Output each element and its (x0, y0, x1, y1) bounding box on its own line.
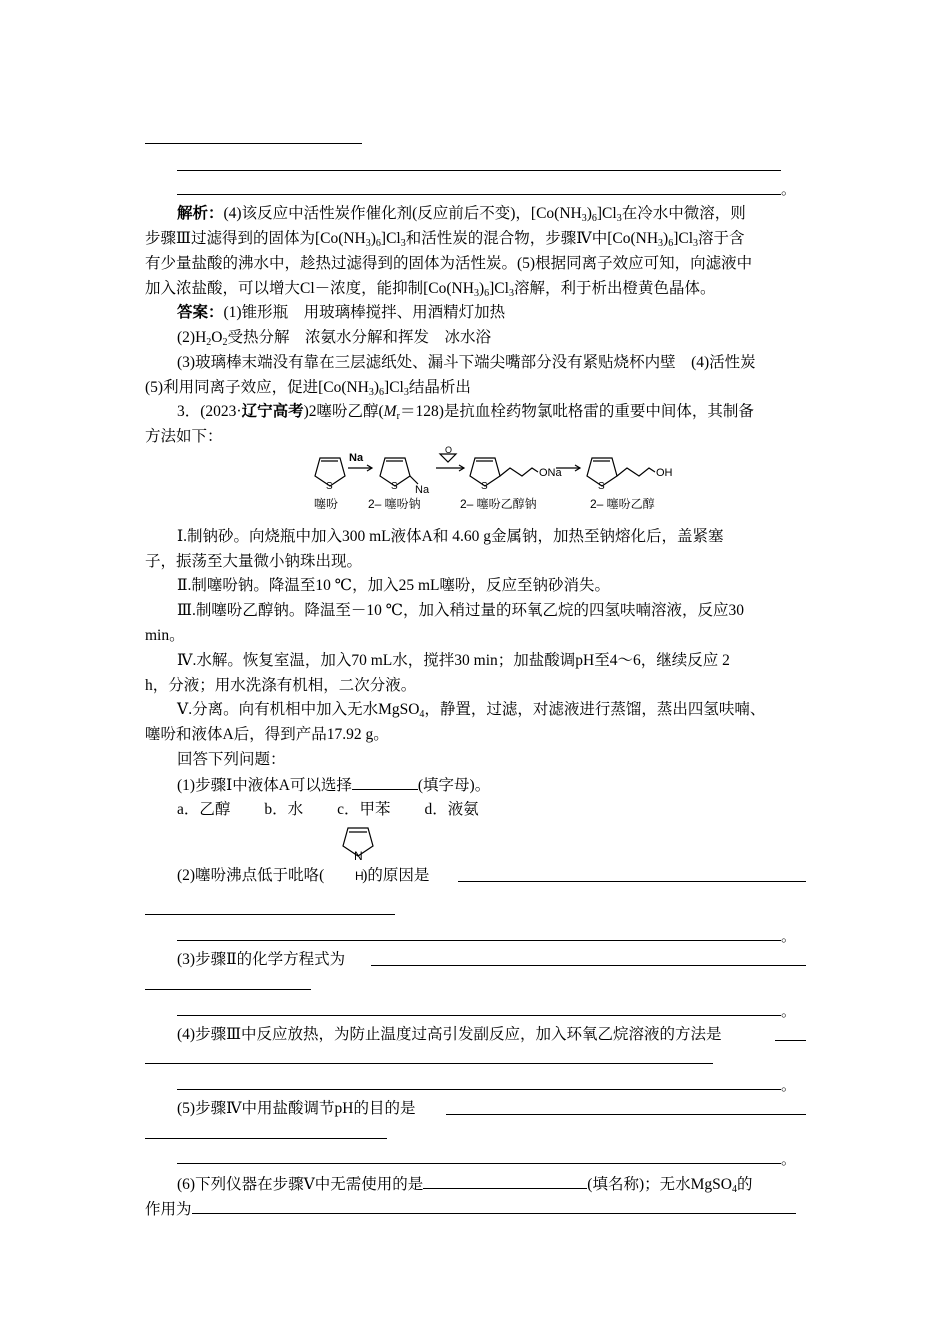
step-5b: 噻吩和液体A后，得到产品17.92 g。 (145, 726, 389, 743)
answer-line-1: 答案：(1)锥形瓶 用玻璃棒搅拌、用酒精灯加热 (177, 304, 506, 321)
svg-text:S: S (481, 481, 488, 492)
answer-line[interactable] (371, 965, 806, 966)
answer-line-2: $(2)H_2O_2$受热分解 浓氨水分解和挥发 冰水浴 (177, 329, 491, 348)
svg-text:Na: Na (415, 484, 430, 496)
q3-intro-2: 方法如下： (145, 428, 223, 445)
compound-name: 2– 噻吩钠 (368, 497, 421, 511)
step-1a: Ⅰ.制钠砂。向烧瓶中加入300 mL液体A和 4.60 g金属钠，加热至钠熔化后，盖紧塞 (177, 528, 724, 545)
question-2: (2)噻吩沸点低于吡咯( )的原因是 (177, 867, 430, 884)
answer-line[interactable] (177, 1163, 781, 1164)
source-tag: 辽宁高考 (241, 403, 304, 420)
answer-blank[interactable] (192, 1199, 796, 1214)
question-6: (6)下列仪器在步骤Ⅴ中无需使用的是 (填名称)；无水MgSO$_4$的 (177, 1176, 753, 1195)
answer-line[interactable] (145, 1138, 387, 1139)
period: 。 (781, 1152, 797, 1168)
svg-text:S: S (598, 481, 605, 492)
step-3a: Ⅲ.制噻吩乙醇钠。降温至－10 ℃，加入稍过量的环氧乙烷的四氢呋喃溶液，反应30 (177, 602, 745, 619)
answer-blank[interactable] (352, 775, 418, 790)
answer-line (177, 194, 781, 195)
answer-line[interactable] (177, 1089, 781, 1090)
answer-prompt: 回答下列问题： (177, 751, 286, 768)
svg-text:S: S (326, 481, 333, 492)
question-6-cont: 作用为 (145, 1199, 796, 1219)
question-5: (5)步骤Ⅳ中用盐酸调节pH的目的是 (177, 1100, 416, 1117)
compound-name: 2– 噻吩乙醇钠 (460, 497, 537, 511)
answer-line (177, 170, 781, 171)
svg-text:OH: OH (656, 467, 673, 479)
svg-text:O: O (445, 446, 453, 455)
option-d: d．液氨 (424, 801, 479, 818)
answer-line[interactable] (177, 1015, 781, 1016)
question-4: (4)步骤Ⅲ中反应放热，为防止温度过高引发副反应，加入环氧乙烷溶液的方法是 (177, 1026, 722, 1043)
svg-text:Na: Na (349, 452, 364, 464)
analysis-line-2: 步骤Ⅲ过滤得到的固体为$[Co(NH_3)_6]Cl_3$和活性炭的混合物，步骤Ⅳ中$[Co(NH_3)_6]Cl_3$溶于含 (145, 230, 745, 249)
period: 。 (781, 182, 797, 198)
option-c: c．甲苯 (337, 801, 391, 818)
epoxide-structure (440, 454, 456, 462)
option-a: a．乙醇 (177, 801, 231, 818)
answer-line (145, 143, 362, 144)
thiophene-sodium-structure (380, 458, 418, 486)
options-row (177, 800, 513, 820)
step-4a: Ⅳ.水解。恢复室温，加入70 mL水，搅拌30 min；加盐酸调pH至4～6，继续反应 2 (177, 652, 730, 669)
option-b: b．水 (264, 801, 304, 818)
svg-text:H: H (355, 869, 364, 883)
compound-name: 噻吩 (314, 497, 339, 511)
analysis-label: 解析： (177, 205, 224, 222)
answer-line-5: (5)利用同离子效应，促进$[Co(NH_3)_6]Cl_3$结晶析出 (145, 379, 471, 398)
answer-line[interactable] (458, 881, 806, 882)
answer-blank[interactable] (423, 1174, 587, 1189)
answer-line-3: (3)玻璃棒末端没有靠在三层滤纸处、漏斗下端尖嘴部分没有紧贴烧杯内壁 (4)活性炭 (177, 354, 756, 371)
answer-line[interactable] (446, 1114, 806, 1115)
period: 。 (781, 929, 797, 945)
reaction-scheme (300, 446, 700, 514)
period: 。 (781, 1078, 797, 1094)
analysis-line-4: 加入浓盐酸，可以增大Cl－浓度，能抑制$[Co(NH_3)_6]Cl_3$溶解，利于析出橙黄色晶体。 (145, 280, 716, 299)
svg-text:N: N (354, 849, 363, 863)
step-5a: Ⅴ.分离。向有机相中加入无水MgSO$_4$，静置，过滤，对滤液进行蒸馏，蒸出四氢呋喃、 (177, 701, 766, 720)
step-1b: 子，振荡至大量微小钠珠出现。 (145, 553, 363, 570)
step-4b: h，分液；用水洗涤有机相，二次分液。 (145, 677, 417, 694)
period: 。 (781, 1004, 797, 1020)
svg-text:S: S (391, 481, 398, 492)
step-3b: min。 (145, 627, 185, 644)
answer-line[interactable] (177, 940, 781, 941)
analysis-line-3: 有少量盐酸的沸水中，趁热过滤得到的固体为活性炭。(5)根据同离子效应可知，向滤液中 (145, 255, 753, 272)
svg-text:ONa: ONa (539, 467, 562, 479)
analysis-line-1: 解析：(4)该反应中活性炭作催化剂(反应前后不变)，$[Co(NH_3)_6]Cl_3$在冷水中微溶，则 (177, 205, 746, 224)
question-3: (3)步骤Ⅱ的化学方程式为 (177, 951, 346, 968)
compound-name: 2– 噻吩乙醇 (590, 497, 655, 511)
answer-line[interactable] (775, 1040, 806, 1041)
answer-line[interactable] (145, 989, 311, 990)
question-1: (1)步骤Ⅰ中液体A可以选择 (填字母)。 (177, 777, 491, 794)
answer-line[interactable] (145, 1063, 713, 1064)
step-2: Ⅱ.制噻吩钠。降温至10 ℃，加入25 mL噻吩，反应至钠砂消失。 (177, 577, 611, 594)
answer-label: 答案： (177, 304, 224, 321)
q3-intro: 3．(2023·辽宁高考)2噻吩乙醇$(M_r=128)$是抗血栓药物氯吡格雷的重要中间体，其制备 (177, 403, 754, 422)
answer-line[interactable] (145, 914, 395, 915)
